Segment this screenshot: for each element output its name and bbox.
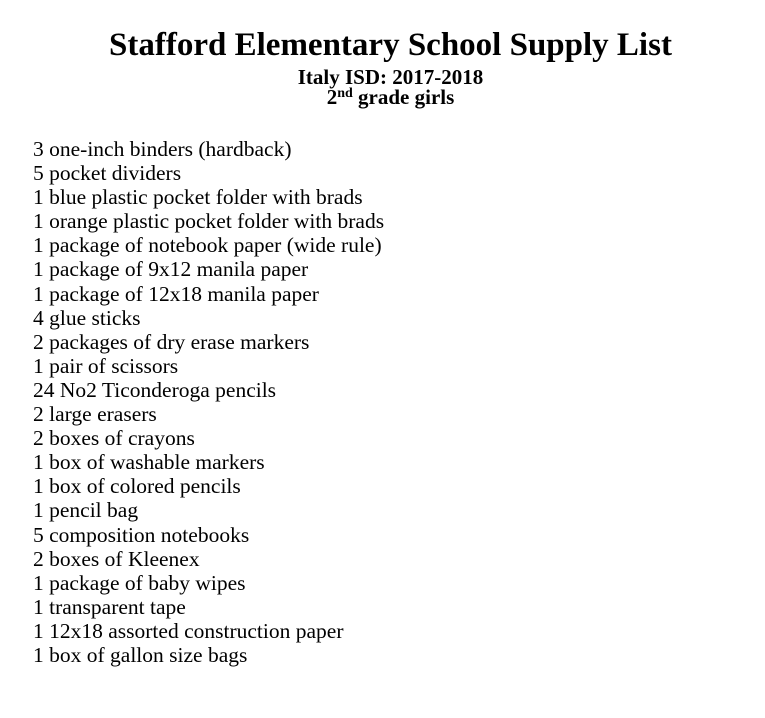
list-item: 1 box of washable markers — [33, 450, 265, 475]
list-item: 1 12x18 assorted construction paper — [33, 618, 344, 643]
grade-number: 2 — [326, 85, 338, 109]
list-item: 1 package of notebook paper (wide rule) — [33, 233, 382, 258]
list-item: 1 box of gallon size bags — [33, 642, 248, 667]
list-item: 24 No2 Ticonderoga pencils — [33, 377, 277, 402]
list-item: 5 composition notebooks — [33, 522, 250, 547]
document-title: Stafford Elementary School Supply List — [109, 27, 672, 63]
grade-ordinal-suffix: nd — [337, 85, 353, 101]
supply-list — [33, 137, 755, 667]
list-item: 2 packages of dry erase markers — [33, 329, 310, 354]
list-item: 1 package of baby wipes — [33, 570, 246, 595]
list-item: 1 package of 12x18 manila paper — [33, 281, 319, 306]
list-item: 2 large erasers — [33, 402, 157, 427]
list-item: 1 pair of scissors — [33, 353, 179, 378]
list-item: 1 transparent tape — [33, 594, 186, 619]
list-item: 4 glue sticks — [33, 305, 141, 330]
list-item: 1 package of 9x12 manila paper — [33, 257, 309, 282]
list-item: 1 orange plastic pocket folder with brads — [33, 209, 385, 234]
district-year-line: Italy ISD: 2017-2018 — [297, 65, 484, 89]
list-item: 5 pocket dividers — [33, 161, 182, 186]
list-item: 1 box of colored pencils — [33, 474, 241, 499]
grade-line — [8, 87, 765, 111]
list-item: 3 one-inch binders (hardback) — [33, 137, 292, 161]
grade-label: grade girls — [352, 85, 455, 109]
list-item: 2 boxes of crayons — [33, 426, 195, 451]
list-item: 1 pencil bag — [33, 498, 139, 523]
list-item: 1 blue plastic pocket folder with brads — [33, 185, 363, 210]
list-item: 2 boxes of Kleenex — [33, 546, 200, 571]
